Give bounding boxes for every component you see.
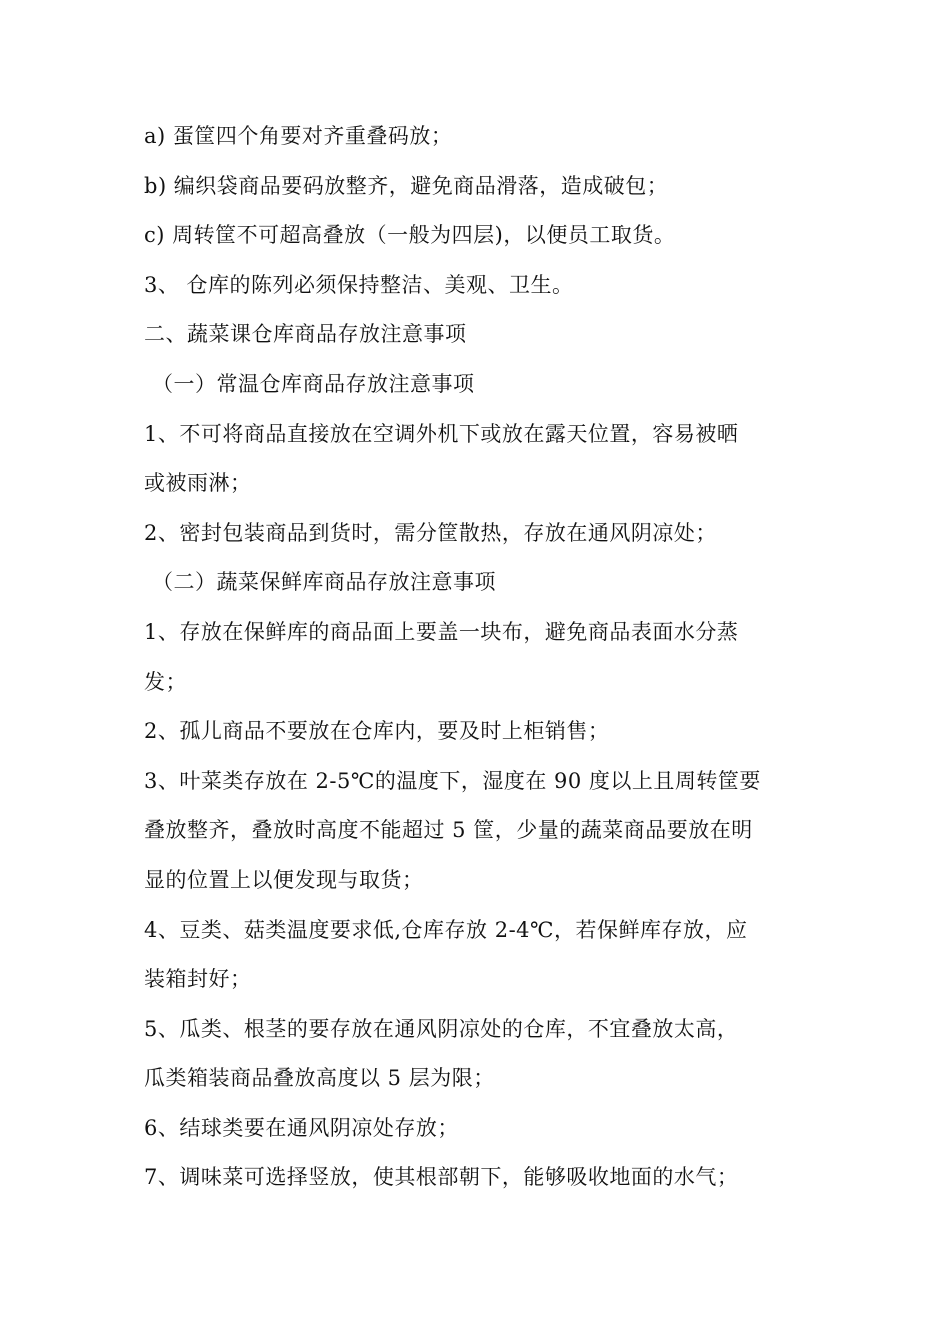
- paragraph-line: 1、存放在保鲜库的商品面上要盖一块布，避免商品表面水分蒸: [144, 619, 739, 644]
- list-item-c: c) 周转筐不可超高叠放（一般为四层)，以便员工取货。: [144, 223, 676, 248]
- paragraph-line: 显的位置上以便发现与取货；: [144, 867, 424, 892]
- paragraph-line: 4、豆类、菇类温度要求低,仓库存放 2-4℃，若保鲜库存放，应: [144, 917, 748, 942]
- paragraph-line: 或被雨淋；: [144, 471, 252, 496]
- paragraph-line: 2、孤儿商品不要放在仓库内，要及时上柜销售；: [144, 719, 610, 744]
- paragraph-line: 瓜类箱装商品叠放高度以 5 层为限；: [144, 1066, 495, 1091]
- list-item-3: 3、 仓库的陈列必须保持整洁、美观、卫生。: [144, 272, 574, 297]
- paragraph-line: 5、瓜类、根茎的要存放在通风阴凉处的仓库，不宜叠放太高，: [144, 1016, 739, 1041]
- section-heading-2: 二、蔬菜课仓库商品存放注意事项: [144, 322, 467, 347]
- list-item-b: b) 编织袋商品要码放整齐，避免商品滑落，造成破包；: [144, 173, 669, 198]
- paragraph-line: 2、密封包装商品到货时，需分筐散热，存放在通风阴凉处；: [144, 520, 717, 545]
- subsection-heading-1: （一）常温仓库商品存放注意事项: [152, 371, 475, 396]
- paragraph-line: 7、调味菜可选择竖放，使其根部朝下，能够吸收地面的水气；: [144, 1165, 739, 1190]
- document-body: [144, 112, 820, 1203]
- paragraph-line: 6、结球类要在通风阴凉处存放；: [144, 1115, 459, 1140]
- paragraph-line: 叠放整齐，叠放时高度不能超过 5 筐，少量的蔬菜商品要放在明: [144, 818, 753, 843]
- paragraph-line: 装箱封好；: [144, 967, 252, 992]
- paragraph-line: 发；: [144, 669, 187, 694]
- paragraph-line: 3、叶菜类存放在 2-5℃的温度下，湿度在 90 度以上且周转筐要: [144, 768, 761, 793]
- subsection-heading-2: （二）蔬菜保鲜库商品存放注意事项: [152, 570, 496, 595]
- paragraph-line: 1、不可将商品直接放在空调外机下或放在露天位置，容易被晒: [144, 421, 739, 446]
- list-item-a: a) 蛋筐四个角要对齐重叠码放；: [144, 124, 453, 148]
